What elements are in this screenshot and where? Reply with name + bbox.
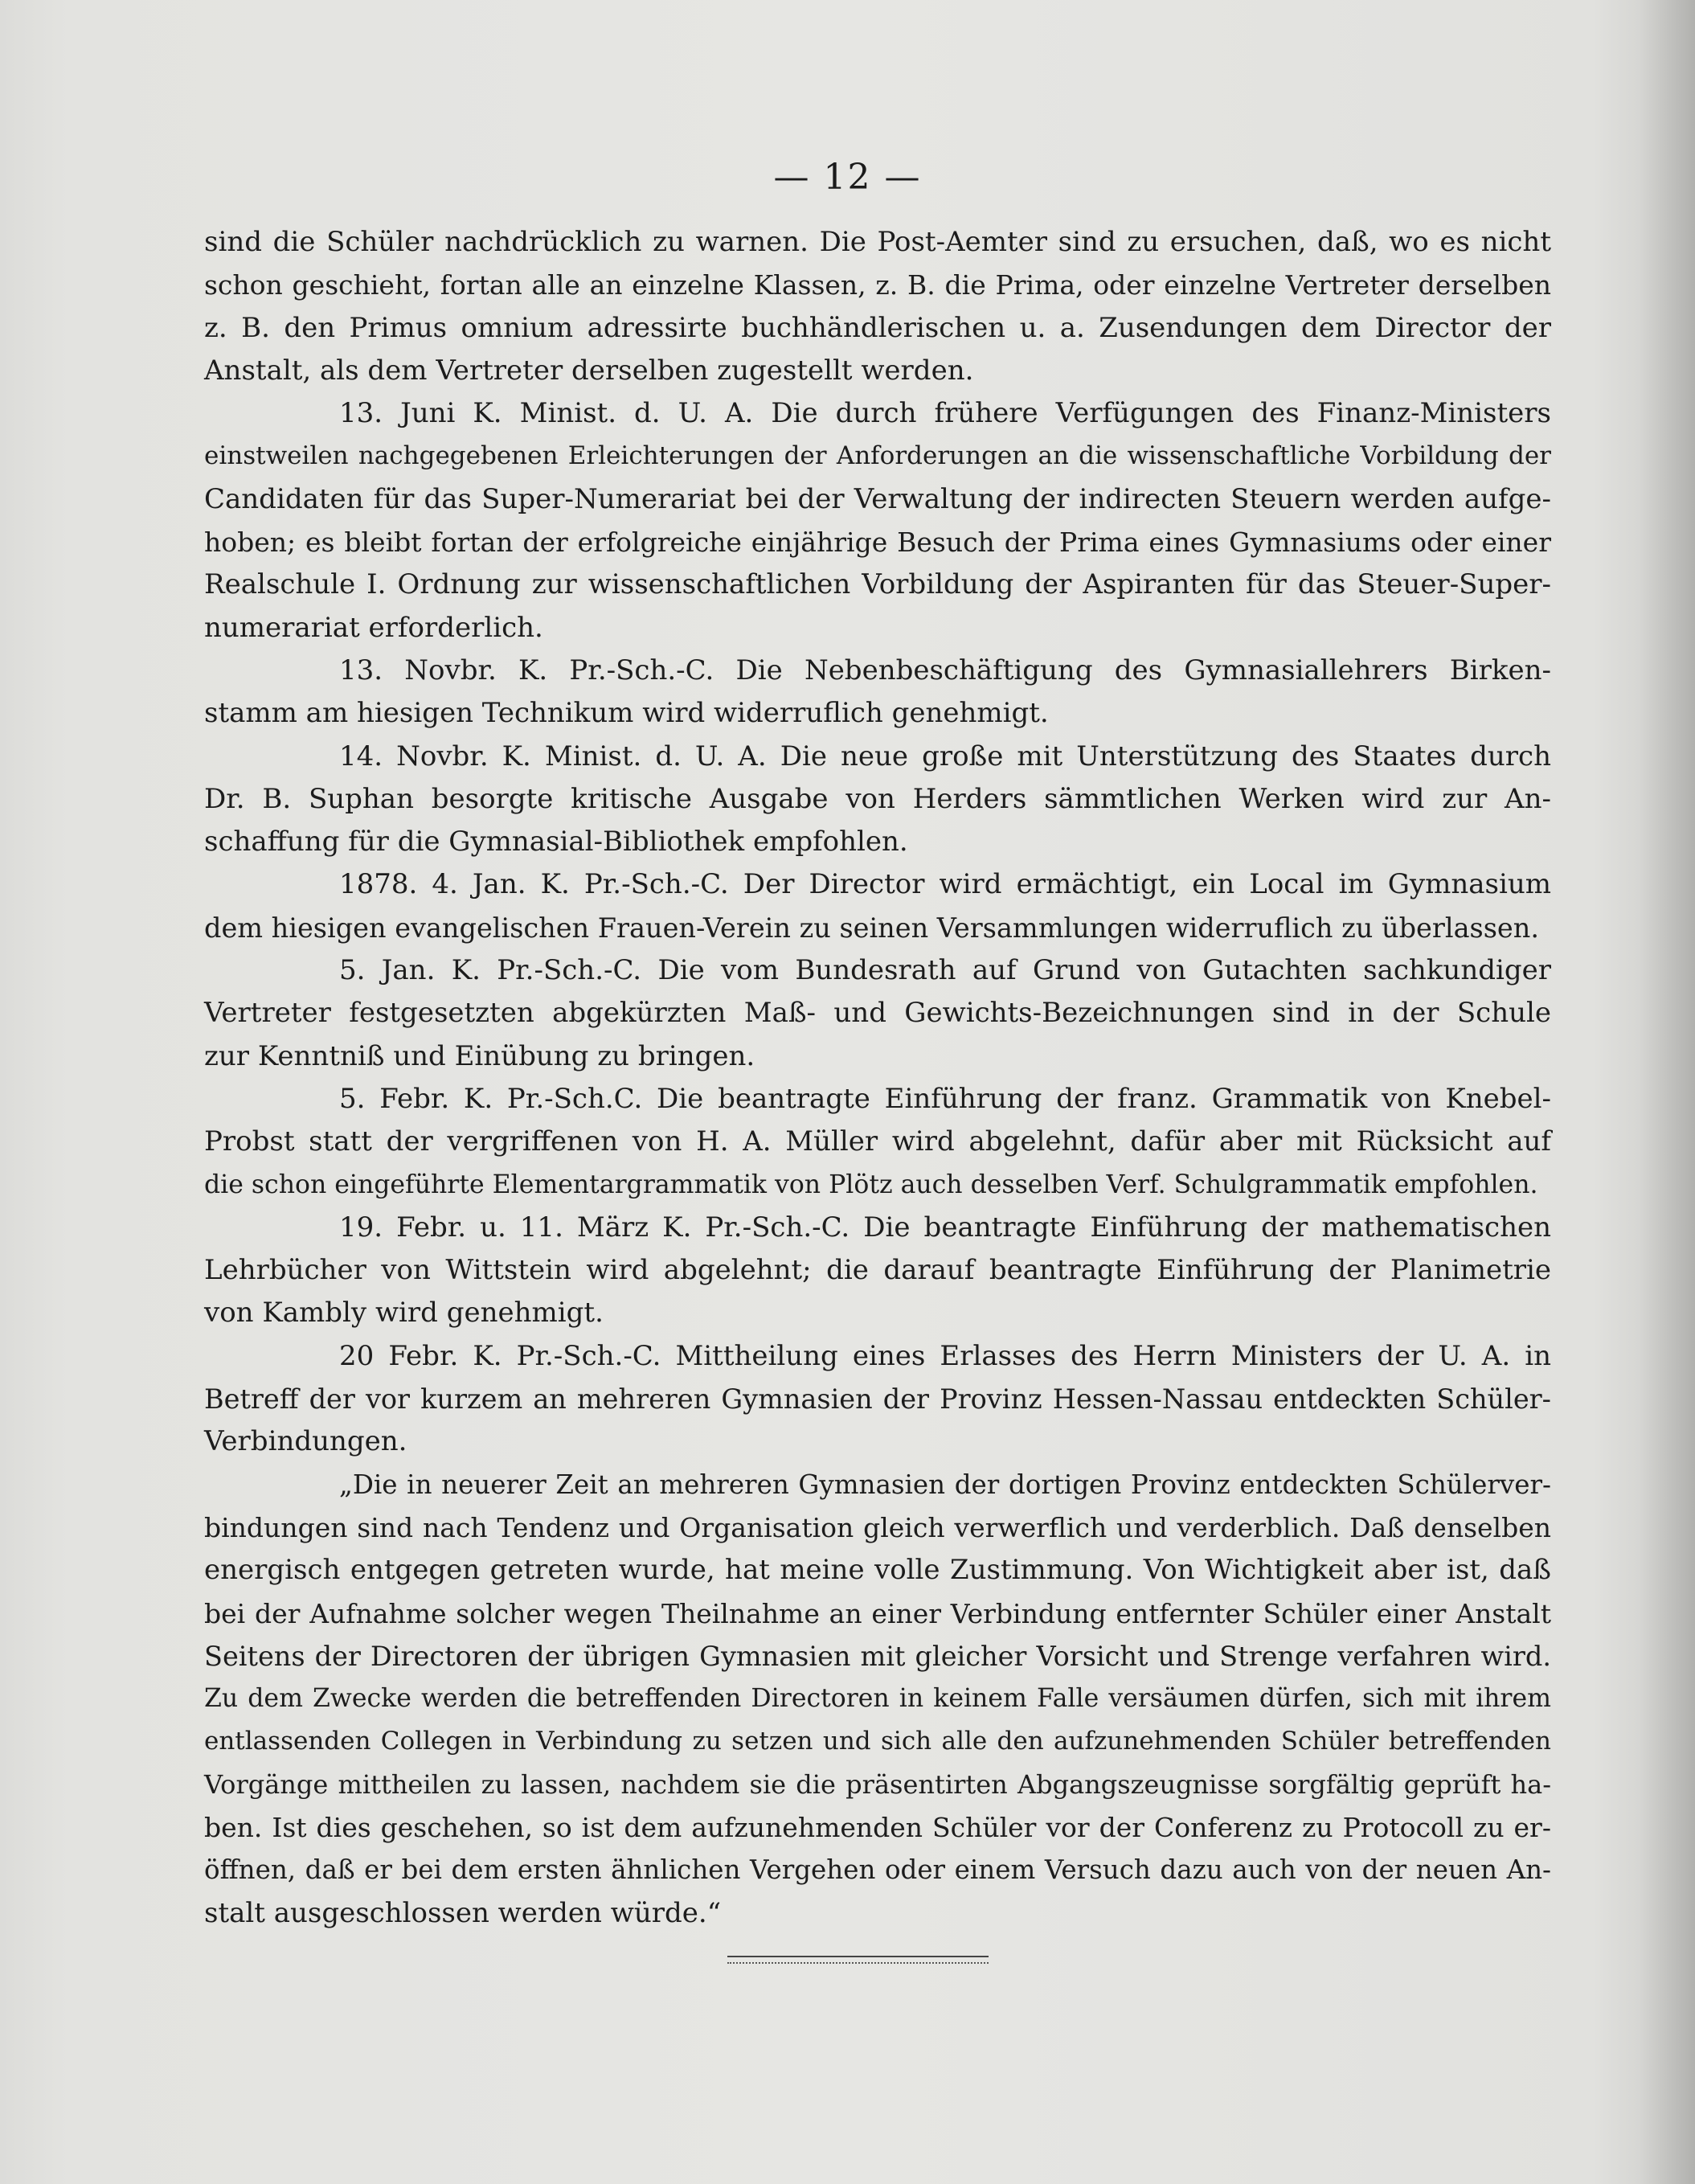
text-line: 5. Febr. K. Pr.-Sch.C. Die beantragte Einführung der franz. Grammatik von Knebel- — [339, 1082, 1551, 1115]
text-line: Vertreter festgesetzten abgekürzten Maß- und Gewichts-Bezeichnungen sind in der Schule — [204, 997, 1551, 1030]
text-line: „Die in neuerer Zeit an mehreren Gymnasien der dortigen Provinz entdeckten Schülerver- — [339, 1469, 1551, 1500]
text-line: bei der Aufnahme solcher wegen Theilnahme an einer Verbindung entfernter Schüler einer Anstalt — [204, 1597, 1551, 1629]
text-line: einstweilen nachgegebenen Erleichterungen der Anforderungen an die wissenschaftliche Vorbildung der — [204, 441, 1551, 471]
page-number: — 12 — — [773, 157, 922, 198]
text-line: 13. Juni K. Minist. d. U. A. Die durch frühere Verfügungen des Finanz-Ministers — [339, 397, 1551, 430]
text-line: Zu dem Zwecke werden die betreffenden Directoren in keinem Falle versäumen dürfen, sich mit ihrem — [204, 1684, 1551, 1714]
text-line: Vorgänge mittheilen zu lassen, nachdem sie die präsentirten Abgangszeugnisse sorgfältig geprüft ha- — [204, 1768, 1551, 1800]
text-line: 1878. 4. Jan. K. Pr.-Sch.-C. Der Director wird ermächtigt, ein Local im Gymnasium — [339, 868, 1551, 901]
text-line: sind die Schüler nachdrücklich zu warnen. Die Post-Aemter sind zu ersuchen, daß, wo es nicht — [204, 226, 1551, 258]
text-line: entlassenden Collegen in Verbindung zu setzen und sich alle den aufzunehmenden Schüler betreffenden — [204, 1727, 1551, 1756]
paragraph-20-febr — [204, 1335, 1551, 1464]
text-line: 20 Febr. K. Pr.-Sch.-C. Mittheilung eines Erlasses des Herrn Ministers der U. A. in — [339, 1339, 1551, 1372]
text-line: Seitens der Directoren der übrigen Gymnasien mit gleicher Vorsicht und Strenge verfahren wird. — [204, 1640, 1551, 1672]
section-end-rule — [727, 1956, 989, 1964]
text-line: 5. Jan. K. Pr.-Sch.-C. Die vom Bundesrath auf Grund von Gutachten sachkundiger — [339, 954, 1551, 987]
text-line: schaffung für die Gymnasial-Bibliothek empfohlen. — [204, 826, 908, 858]
text-line: Anstalt, als dem Vertreter derselben zugestellt werden. — [204, 354, 974, 387]
text-line: 13. Novbr. K. Pr.-Sch.-C. Die Nebenbeschäftigung des Gymnasiallehrers Birken- — [339, 654, 1551, 686]
text-line: hoben; es bleibt fortan der erfolgreiche einjährige Besuch der Prima eines Gymnasiums oder einer — [204, 527, 1551, 559]
text-line: 14. Novbr. K. Minist. d. U. A. Die neue große mit Unterstützung des Staates durch — [339, 740, 1551, 772]
text-line: öffnen, daß er bei dem ersten ähnlichen Vergehen oder einem Versuch dazu auch von der neuen An- — [204, 1854, 1551, 1886]
text-line: ben. Ist dies geschehen, so ist dem aufzunehmenden Schüler vor der Conferenz zu Protocoll zu er- — [204, 1811, 1551, 1843]
paragraph-14-novbr — [204, 736, 1551, 864]
text-line: bindungen sind nach Tendenz und Organisation gleich verwerflich und verderblich. Daß denselben — [204, 1511, 1551, 1543]
paragraph-5-jan — [204, 949, 1551, 1078]
paragraph-quotation — [204, 1464, 1551, 1935]
page-edge-shadow — [1639, 0, 1695, 2184]
text-line: energisch entgegen getreten wurde, hat meine volle Zustimmung. Von Wichtigkeit aber ist, daß — [204, 1554, 1551, 1587]
text-line: zur Kenntniß und Einübung zu bringen. — [204, 1039, 755, 1072]
text-line: die schon eingeführte Elementargrammatik von Plötz auch desselben Verf. Schulgrammatik empfohlen. — [204, 1170, 1538, 1199]
text-line: Betreff der vor kurzem an mehreren Gymnasien der Provinz Hessen-Nassau entdeckten Schüler- — [204, 1383, 1551, 1416]
text-line: stalt ausgeschlossen werden würde.“ — [204, 1896, 722, 1929]
text-line: Candidaten für das Super-Numerariat bei der Verwaltung der indirecten Steuern werden aufge- — [204, 482, 1551, 515]
paragraph-19-febr — [204, 1207, 1551, 1335]
text-line: Verbindungen. — [204, 1425, 407, 1458]
text-line: Lehrbücher von Wittstein wird abgelehnt; die darauf beantragte Einführung der Planimetrie — [204, 1254, 1551, 1287]
text-line: schon geschieht, fortan alle an einzelne Klassen, z. B. die Prima, oder einzelne Vertreter derselben — [204, 269, 1551, 301]
paragraph-post-aemter — [204, 221, 1551, 392]
body-text — [204, 221, 1551, 1935]
text-line: dem hiesigen evangelischen Frauen-Verein zu seinen Versammlungen widerruflich zu überlassen. — [204, 912, 1539, 944]
paragraph-13-novbr — [204, 649, 1551, 736]
paragraph-1878-4-jan — [204, 863, 1551, 949]
text-line: Probst statt der vergriffenen von H. A. Müller wird abgelehnt, dafür aber mit Rücksicht auf — [204, 1125, 1551, 1158]
text-line: numerariat erforderlich. — [204, 611, 543, 644]
text-line: Dr. B. Suphan besorgte kritische Ausgabe von Herders sämmtlichen Werken wird zur An- — [204, 782, 1551, 815]
text-line: stamm am hiesigen Technikum wird widerruflich genehmigt. — [204, 697, 1049, 730]
paragraph-13-juni — [204, 392, 1551, 649]
text-line: z. B. den Primus omnium adressirte buchhändlerischen u. a. Zusendungen dem Director der — [204, 311, 1551, 344]
text-line: 19. Febr. u. 11. März K. Pr.-Sch.-C. Die beantragte Einführung der mathematischen — [339, 1211, 1551, 1244]
text-line: von Kambly wird genehmigt. — [204, 1297, 604, 1330]
text-line: Realschule I. Ordnung zur wissenschaftlichen Vorbildung der Aspiranten für das Steuer-Super- — [204, 568, 1551, 601]
paragraph-5-febr — [204, 1078, 1551, 1207]
